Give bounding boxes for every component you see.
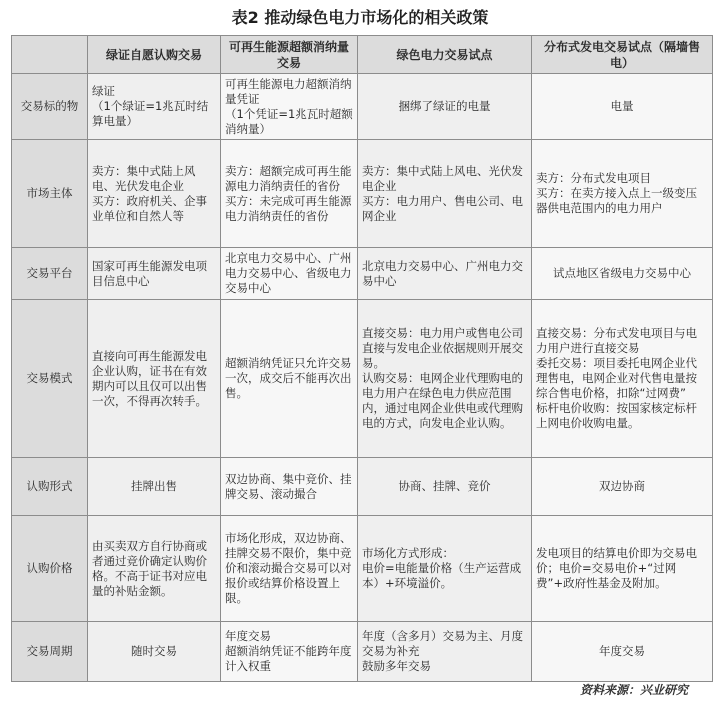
table-cell (221, 140, 358, 248)
table-cell (88, 516, 221, 622)
cell-line: 市场化形成，双边协商、挂牌交易不限价，集中竞价和滚动撮合交易可以对报价或结算价格设置上限。 (225, 531, 352, 605)
row-label: 交易标的物 (12, 74, 88, 140)
cell-line: 超额消纳凭证不能跨年度计入权重 (225, 644, 352, 673)
table-cell (221, 74, 358, 140)
header-corner (12, 36, 88, 74)
table-cell (532, 622, 713, 682)
cell-line: 随时交易 (131, 644, 177, 658)
cell-line: 年度交易 (599, 644, 645, 658)
cell-line: 标杆电价收购：按国家核定标杆上网电价收购电量。 (536, 401, 697, 430)
cell-line: 电量 (610, 99, 634, 113)
row-trading-mode (12, 300, 713, 458)
table-cell (532, 300, 713, 458)
cell-line: 年度交易 (225, 629, 271, 643)
table-cell (221, 458, 358, 516)
table-cell (358, 74, 532, 140)
cell-line: 买方：电力用户、售电公司、电网企业 (362, 193, 523, 223)
cell-line: 国家可再生能源发电项目信息中心 (92, 258, 207, 288)
cell-line: 捆绑了绿证的电量 (398, 99, 491, 113)
row-purchase-form (12, 458, 713, 516)
cell-line: 卖方：集中式陆上风电、光伏发电企业 (362, 163, 523, 193)
cell-line: 直接向可再生能源发电企业认购，证书在有效期内可以且仅可以出售一次，不得再次转手。 (92, 348, 207, 408)
table-cell (88, 140, 221, 248)
table-cell (532, 74, 713, 140)
cell-line: 年度（含多月）交易为主、月度交易为补充 (362, 629, 523, 658)
table-title: 表2 推动绿色电力市场化的相关政策 (231, 8, 489, 27)
table-cell (532, 248, 713, 300)
table-cell (358, 248, 532, 300)
table-cell (358, 300, 532, 458)
cell-line: 北京电力交易中心、广州电力交易中心 (362, 258, 523, 288)
table-cell (358, 622, 532, 682)
cell-line: 电价=电能量价格（生产运营成本）+环境溢价。 (362, 561, 522, 590)
cell-line: 可再生能源电力超额消纳量凭证 (225, 76, 352, 106)
cell-line: 双边协商、集中竞价、挂牌交易、滚动撮合 (225, 471, 352, 501)
cell-line: 市场化方式形成： (362, 546, 454, 560)
cell-line: （1个凭证=1兆瓦时超额消纳量） (225, 106, 353, 136)
row-market-participants (12, 140, 713, 248)
cell-line: （1个绿证=1兆瓦时结算电量） (92, 99, 209, 128)
cell-line: 试点地区省级电力交易中心 (553, 266, 691, 280)
row-trading-platform (12, 248, 713, 300)
table-cell (221, 622, 358, 682)
cell-line: 直接交易：电力用户或售电公司直接与发电企业依据规则开展交易。 (362, 326, 523, 370)
table-cell (358, 458, 532, 516)
table-cell (221, 248, 358, 300)
table-cell (358, 516, 532, 622)
row-label: 交易周期 (12, 622, 88, 682)
header-green-cert: 绿证自愿认购交易 (88, 36, 221, 74)
cell-line: 卖方：集中式陆上风电、光伏发电企业 (92, 163, 196, 193)
header-row (12, 36, 713, 74)
cell-line: 由买卖双方自行协商或者通过竞价确定认购价格。不高于证书对应电量的补贴金额。 (92, 538, 207, 598)
cell-line: 直接交易：分布式发电项目与电力用户进行直接交易 (536, 326, 697, 355)
policy-table (11, 35, 713, 682)
row-purchase-price (12, 516, 713, 622)
source-note: 资料来源：兴业研究 (579, 683, 688, 697)
cell-line: 北京电力交易中心、广州电力交易中心、省级电力交易中心 (225, 251, 352, 295)
cell-line: 卖方：超额完成可再生能源电力消纳责任的省份 (225, 163, 352, 193)
table-cell (221, 300, 358, 458)
row-label: 认购价格 (12, 516, 88, 622)
table-cell (532, 140, 713, 248)
table-cell (88, 622, 221, 682)
cell-line: 买方：政府机关、企事业单位和自然人等 (92, 193, 207, 223)
cell-line: 挂牌出售 (131, 479, 177, 493)
table-cell (88, 74, 221, 140)
cell-line: 鼓励多年交易 (362, 659, 431, 673)
table-cell (358, 140, 532, 248)
cell-line: 超额消纳凭证只允许交易一次，成交后不能再次出售。 (225, 356, 352, 400)
header-distributed-pilot: 分布式发电交易试点（隔墙售电） (532, 36, 713, 74)
cell-line: 发电项目的结算电价即为交易电价；电价=交易电价+“过网费”+政府性基金及附加。 (536, 546, 697, 590)
table-cell (88, 458, 221, 516)
row-label: 市场主体 (12, 140, 88, 248)
header-green-power-pilot: 绿色电力交易试点 (358, 36, 532, 74)
row-trading-cycle (12, 622, 713, 682)
table-cell (88, 300, 221, 458)
row-label: 交易模式 (12, 300, 88, 458)
header-excess-consumption: 可再生能源超额消纳量交易 (221, 36, 358, 74)
cell-line: 协商、挂牌、竞价 (398, 479, 491, 493)
table-cell (532, 458, 713, 516)
cell-line: 买方：在卖方接入点上一级变压器供电范围内的电力用户 (536, 186, 697, 215)
cell-line: 买方：未完成可再生能源电力消纳责任的省份 (225, 193, 352, 223)
cell-line: 认购交易：电网企业代理购电的电力用户在绿色电力供应范围内，通过电网企业供电或代理购电的方式，向发电企业认购。 (362, 371, 523, 430)
row-label: 认购形式 (12, 458, 88, 516)
table-cell (221, 516, 358, 622)
cell-line: 双边协商 (599, 479, 645, 493)
table-cell (88, 248, 221, 300)
table-cell (532, 516, 713, 622)
cell-line: 绿证 (92, 84, 115, 98)
row-subject-matter (12, 74, 713, 140)
cell-line: 卖方：分布式发电项目 (536, 171, 651, 185)
cell-line: 委托交易：项目委托电网企业代理售电，电网企业对代售电量按综合售电价格，扣除“过网费” (536, 356, 697, 400)
row-label: 交易平台 (12, 248, 88, 300)
